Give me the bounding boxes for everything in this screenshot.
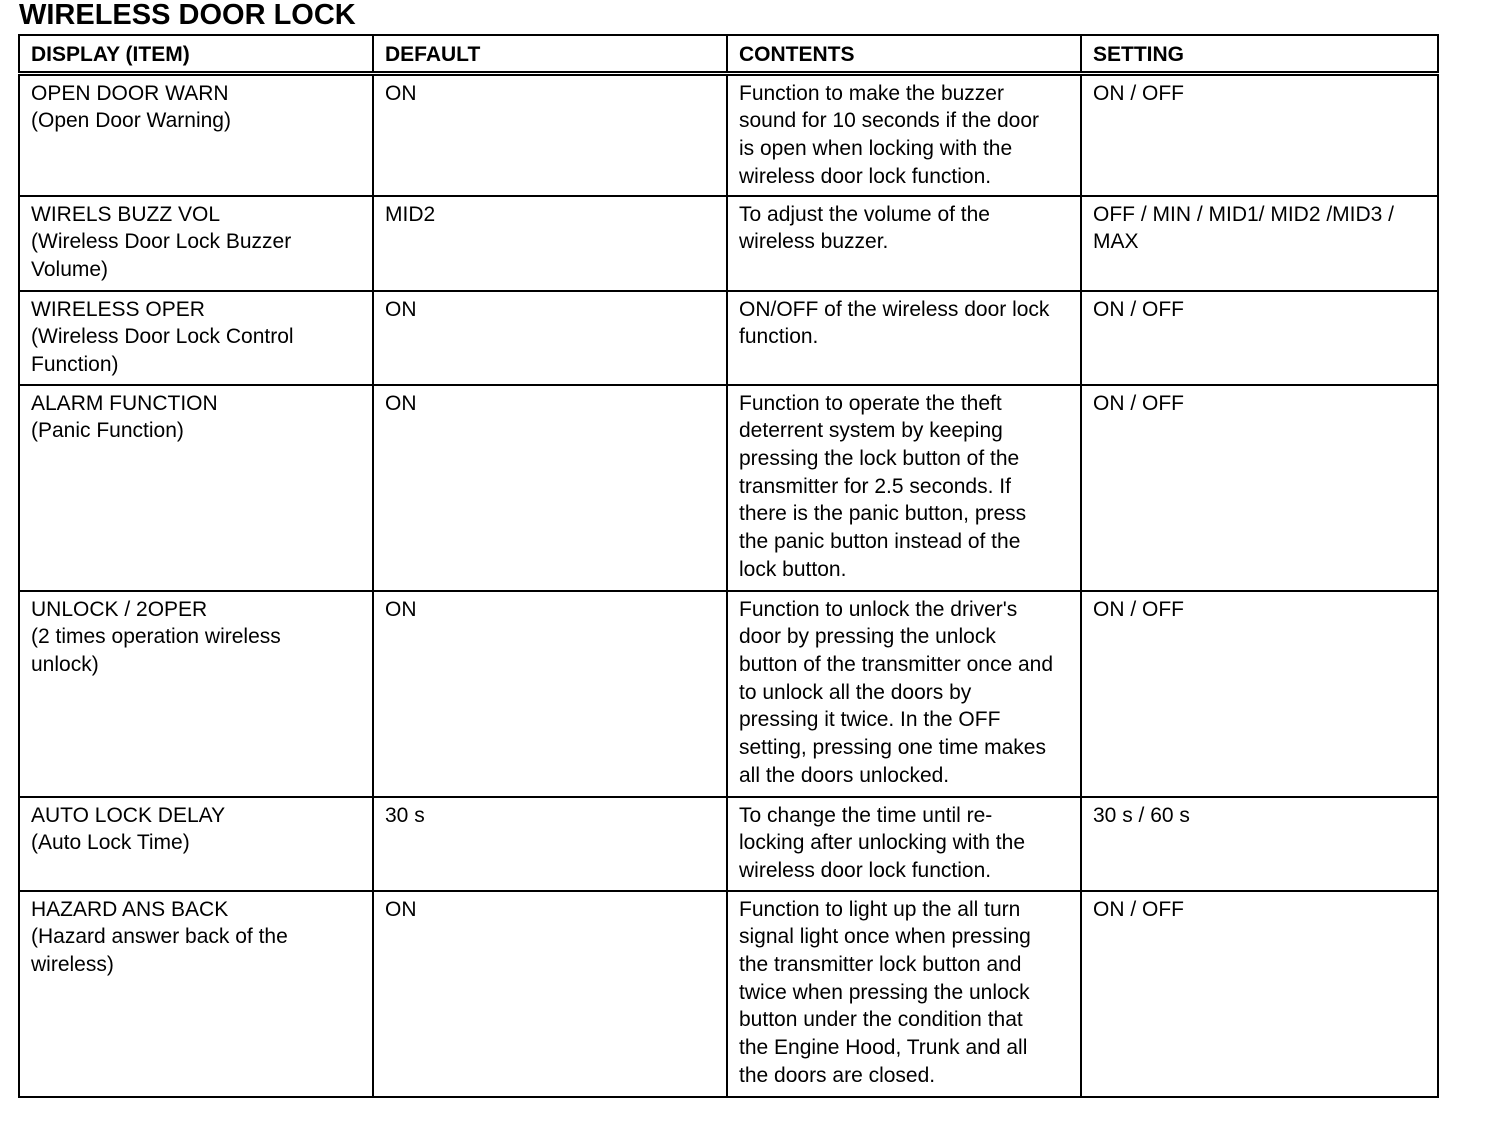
cell-display-item	[19, 797, 373, 891]
cell-contents-line: function.	[739, 325, 819, 349]
cell-setting	[1081, 797, 1438, 891]
cell-default	[373, 73, 727, 195]
cell-contents-line: button of the transmitter once and	[739, 652, 1054, 676]
cell-display-item-line: OPEN DOOR WARN	[31, 81, 229, 105]
header-setting: SETTING	[1081, 35, 1438, 73]
cell-setting-line: ON / OFF	[1093, 391, 1184, 415]
cell-contents-line: ON/OFF of the wireless door lock	[739, 297, 1050, 321]
table-row	[19, 891, 1438, 1097]
cell-default	[373, 591, 727, 797]
cell-contents-line: Function to light up the all turn	[739, 897, 1021, 921]
header-contents: CONTENTS	[727, 35, 1081, 73]
cell-setting-line: ON / OFF	[1093, 897, 1184, 921]
cell-setting	[1081, 591, 1438, 797]
cell-contents-line: to unlock all the doors by	[739, 680, 972, 704]
cell-contents-line: deterrent system by keeping	[739, 419, 1003, 443]
cell-display-item	[19, 73, 373, 195]
cell-contents-line: the doors are closed.	[739, 1063, 936, 1087]
cell-display-item-line: wireless)	[31, 952, 114, 976]
table-row	[19, 385, 1438, 591]
cell-contents-line: Function to unlock the driver's	[739, 597, 1018, 621]
cell-contents-line: is open when locking with the	[739, 137, 1013, 161]
cell-contents-line: wireless door lock function.	[739, 164, 992, 188]
cell-contents-line: To change the time until re-	[739, 803, 993, 827]
cell-display-item-line: (Wireless Door Lock Control	[31, 325, 294, 349]
cell-contents-line: signal light once when pressing	[739, 925, 1031, 949]
cell-display-item-line: (Hazard answer back of the	[31, 925, 288, 949]
cell-contents-line: twice when pressing the unlock	[739, 980, 1030, 1004]
cell-setting-line: ON / OFF	[1093, 81, 1184, 105]
cell-contents	[727, 591, 1081, 797]
cell-display-item	[19, 891, 373, 1097]
cell-contents-line: the transmitter lock button and	[739, 952, 1022, 976]
cell-setting	[1081, 385, 1438, 591]
cell-display-item-line: (Open Door Warning)	[31, 109, 231, 133]
cell-contents-line: wireless door lock function.	[739, 858, 992, 882]
cell-default-value: ON	[385, 897, 417, 921]
cell-display-item	[19, 591, 373, 797]
cell-display-item-line: UNLOCK / 2OPER	[31, 597, 208, 621]
cell-contents-line: the Engine Hood, Trunk and all	[739, 1036, 1028, 1060]
header-default: DEFAULT	[373, 35, 727, 73]
cell-default-value: ON	[385, 297, 417, 321]
cell-display-item-line: WIRELESS OPER	[31, 297, 205, 321]
cell-contents-line: all the doors unlocked.	[739, 763, 950, 787]
table-row	[19, 797, 1438, 891]
cell-default	[373, 385, 727, 591]
cell-contents	[727, 196, 1081, 291]
cell-setting-line: MAX	[1093, 230, 1139, 254]
cell-contents	[727, 797, 1081, 891]
cell-default-value: 30 s	[385, 803, 425, 827]
table-body	[19, 73, 1438, 1096]
cell-display-item-line: (Wireless Door Lock Buzzer	[31, 230, 292, 254]
cell-contents	[727, 891, 1081, 1097]
cell-contents-line: the panic button instead of the	[739, 530, 1021, 554]
cell-setting-line: OFF / MIN / MID1/ MID2 /MID3 /	[1093, 202, 1395, 226]
cell-contents-line: setting, pressing one time makes	[739, 736, 1046, 760]
cell-contents-line: there is the panic button, press	[739, 502, 1027, 526]
table-row	[19, 291, 1438, 385]
cell-contents-line: button under the condition that	[739, 1008, 1023, 1032]
cell-contents-line: door by pressing the unlock	[739, 625, 996, 649]
cell-display-item-line: Function)	[31, 352, 119, 376]
cell-setting	[1081, 891, 1438, 1097]
cell-contents	[727, 73, 1081, 195]
cell-contents-line: Function to operate the theft	[739, 391, 1002, 415]
cell-contents-line: Function to make the buzzer	[739, 81, 1004, 105]
cell-contents-line: lock button.	[739, 557, 847, 581]
cell-setting-line: ON / OFF	[1093, 297, 1184, 321]
cell-default	[373, 196, 727, 291]
cell-setting-line: ON / OFF	[1093, 597, 1184, 621]
cell-setting	[1081, 291, 1438, 385]
cell-contents-line: transmitter for 2.5 seconds. If	[739, 474, 1011, 498]
cell-display-item-line: (2 times operation wireless	[31, 625, 281, 649]
table-row	[19, 591, 1438, 797]
cell-display-item-line: Volume)	[31, 257, 109, 281]
table-header-row	[19, 35, 1438, 73]
table-row	[19, 73, 1438, 195]
cell-display-item-line: HAZARD ANS BACK	[31, 897, 229, 921]
cell-contents-line: sound for 10 seconds if the door	[739, 109, 1040, 133]
cell-default-value: ON	[385, 597, 417, 621]
cell-display-item-line: AUTO LOCK DELAY	[31, 803, 226, 827]
cell-contents-line: pressing it twice. In the OFF	[739, 708, 1001, 732]
cell-default	[373, 291, 727, 385]
table-row	[19, 196, 1438, 291]
cell-setting	[1081, 196, 1438, 291]
cell-setting-line: 30 s / 60 s	[1093, 803, 1190, 827]
cell-contents	[727, 385, 1081, 591]
wireless-door-lock-table	[18, 34, 1439, 1098]
cell-display-item-line: WIRELS BUZZ VOL	[31, 202, 221, 226]
cell-display-item-line: (Auto Lock Time)	[31, 831, 190, 855]
cell-display-item	[19, 385, 373, 591]
cell-contents-line: To adjust the volume of the	[739, 202, 990, 226]
cell-default-value: MID2	[385, 202, 436, 226]
cell-display-item-line: ALARM FUNCTION	[31, 391, 218, 415]
cell-default-value: ON	[385, 391, 417, 415]
cell-default	[373, 891, 727, 1097]
cell-display-item-line: unlock)	[31, 652, 99, 676]
document-title: WIRELESS DOOR LOCK	[19, 0, 356, 31]
cell-default	[373, 797, 727, 891]
cell-contents-line: pressing the lock button of the	[739, 446, 1020, 470]
cell-contents-line: locking after unlocking with the	[739, 831, 1025, 855]
cell-setting	[1081, 73, 1438, 195]
cell-display-item	[19, 291, 373, 385]
cell-contents-line: wireless buzzer.	[739, 230, 889, 254]
cell-display-item-line: (Panic Function)	[31, 419, 184, 443]
header-display-item: DISPLAY (ITEM)	[19, 35, 373, 73]
cell-default-value: ON	[385, 81, 417, 105]
cell-display-item	[19, 196, 373, 291]
cell-contents	[727, 291, 1081, 385]
